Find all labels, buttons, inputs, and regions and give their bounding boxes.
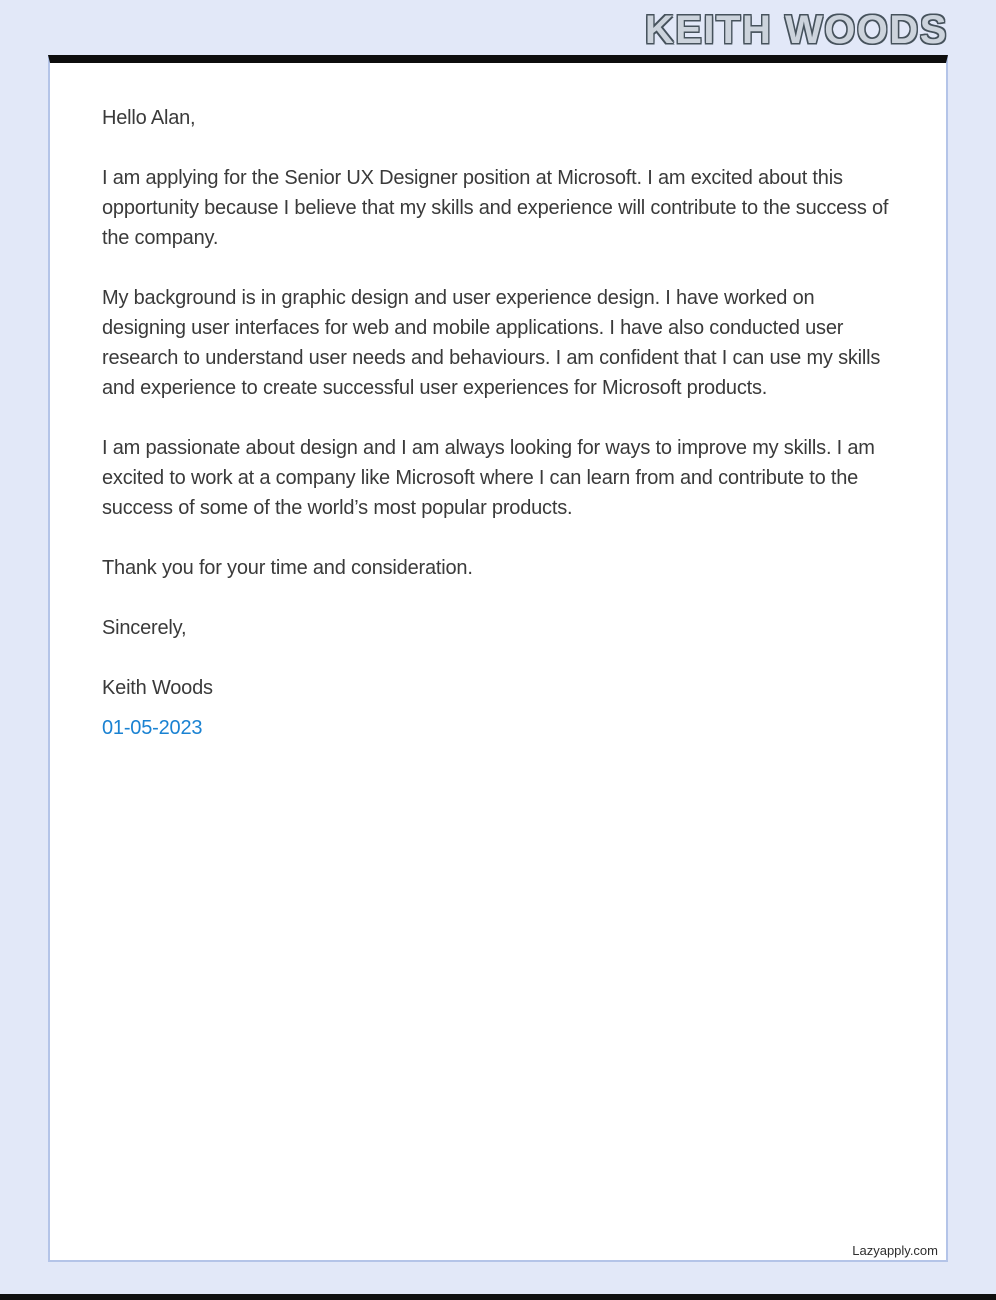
letterhead-name: KEITH WOODS — [644, 8, 948, 52]
letter-paragraph: I am passionate about design and I am always looking for ways to improve my skills. I am excited to work at a company like Microsoft where I can learn from and contribute to the success of some of the world’s most popular products. — [102, 437, 875, 519]
greeting: Hello Alan, — [102, 107, 196, 129]
letter-paragraph: My background is in graphic design and user experience design. I have worked on designing user interfaces for web and mobile applications. I have also conducted user research to understand user needs and behaviours. I am confident that I can use my skills and experience to create successful user experiences for Microsoft products. — [102, 287, 881, 399]
letter-paragraph: Thank you for your time and consideration. — [102, 557, 473, 579]
signature-name: Keith Woods — [102, 677, 213, 699]
footer-brand: Lazyapply.com — [852, 1243, 938, 1258]
bottom-edge-bar — [0, 1294, 996, 1300]
letter-page — [48, 55, 948, 1262]
letter-body — [50, 63, 946, 743]
letter-date: 01-05-2023 — [102, 717, 203, 739]
letter-paragraph: I am applying for the Senior UX Designer position at Microsoft. I am excited about this opportunity because I believe that my skills and experience will contribute to the success of the company. — [102, 167, 889, 249]
closing: Sincerely, — [102, 617, 187, 639]
